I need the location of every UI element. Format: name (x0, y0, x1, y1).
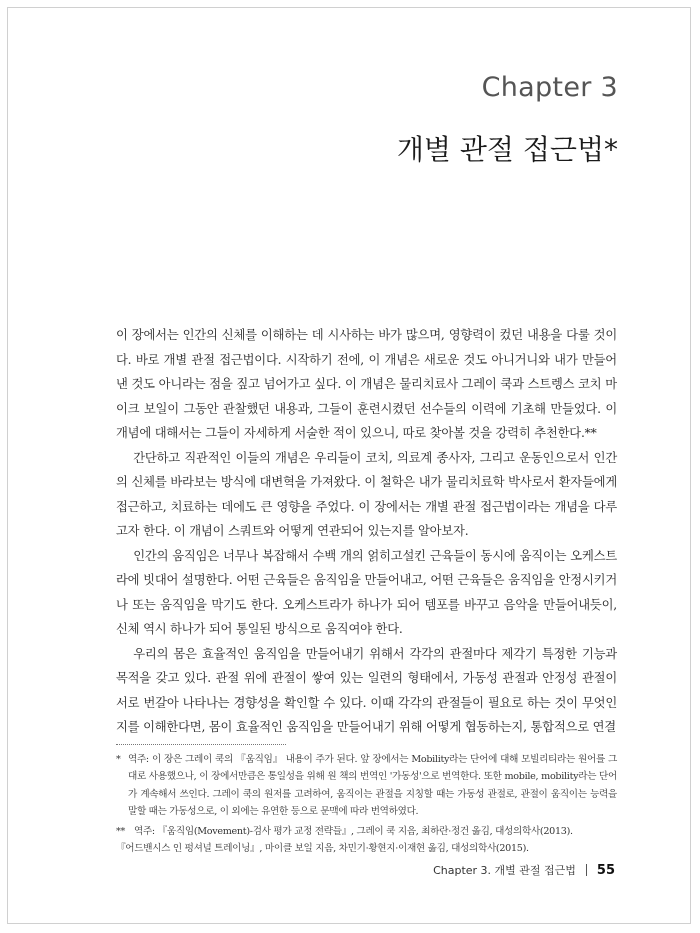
footnote-1 (116, 751, 617, 821)
footnote-2 (116, 823, 617, 840)
paragraph-4: 우리의 몸은 효율적인 움직임을 만들어내기 위해서 각각의 관절마다 제각기 특정한 기능과 목적을 갖고 있다. 관절 위에 관절이 쌓여 있는 일련의 형태에서, 가동성 관절과 안정성 관절이 서로 번갈아 나타나는 경향성을 확인할 수 있다. 이때 각각의 관절들이 필요로 하는 것이 무엇인지를 이해한다면, 몸이 효율적인 움직임을 만들어내기 위해 어떻게 협동하는지, 통합적으로 연결 (116, 646, 617, 734)
running-title: Chapter 3. 개별 관절 접근법 (433, 864, 576, 877)
footnote-1-marker: * (116, 754, 121, 765)
paragraph-3: 인간의 움직임은 너무나 복잡해서 수백 개의 얽히고설킨 근육들이 동시에 움직이는 오케스트라에 빗대어 설명한다. 어떤 근육들은 움직임을 만들어내고, 어떤 근육들은 움직임을 안정시키거나 또는 움직임을 막기도 한다. 오케스트라가 하나가 되어 템포를 바꾸고 음악을 만들어내듯이, 신체 역시 하나가 되어 통일된 방식으로 움직여야 한다. (116, 548, 617, 636)
footnote-2-text: 역주: 『움직임(Movement)-검사 평가 교정 전략들』, 그레이 쿡 지음, 최하란·정건 옮김, 대성의학사(2013). (134, 825, 573, 837)
chapter-title: 개별 관절 접근법* (396, 133, 618, 166)
paragraph-1: 이 장에서는 인간의 신체를 이해하는 데 시사하는 바가 많으며, 영향력이 컸던 내용을 다룰 것이다. 바로 개별 관절 접근법이다. 시작하기 전에, 이 개념은 새로운 것도 아니거니와 내가 만들어낸 것도 아니라는 점을 짚고 넘어가고 싶다. 이 개념은 물리치료사 그레이 쿡과 스트렝스 코치 마이크 보일이 그동안 관찰했던 내용과, 그들이 훈련시켰던 선수들의 이력에 기초해 만들었다. 이 개념에 대해서는 그들이 자세하게 서술한 적이 있으니, 따로 찾아볼 것을 강력히 추천한다.** (116, 328, 617, 440)
footnote-separator (116, 744, 286, 745)
page-footer (433, 862, 615, 878)
footnote-2-continuation: 『어드밴시스 인 펑셔널 트레이닝』, 마이클 보일 지음, 차민기·황현지·이재현 옮김, 대성의학사(2015). (116, 843, 529, 855)
page-number: 55 (596, 862, 615, 878)
body-text (116, 323, 617, 740)
footnote-1-text: 역주: 이 장은 그레이 쿡의 『움직임』 내용이 주가 된다. 앞 장에서는 Mobility라는 단어에 대해 모빌리티라는 원어를 그대로 사용했으나, 이 장에서만큼은 통일성을 위해 원 책의 번역인 '가동성'으로 번역한다. 또한 mobile, mobility라는 단어가 계속해서 쓰인다. 그레이 쿡의 원저를 고려하여, 움직이는 관절을 지칭할 때는 가동성 관절로, 관절이 움직이는 능력을 말할 때는 가동성으로, 이 외에는 유연한 등으로 문맥에 따라 번역하였다. (128, 754, 617, 818)
footnotes (116, 751, 617, 857)
footer-divider (586, 864, 587, 876)
footnote-2-marker: ** (116, 825, 125, 837)
chapter-label: Chapter 3 (481, 72, 618, 103)
paragraph-2: 간단하고 직관적인 이들의 개념은 우리들이 코치, 의료계 종사자, 그리고 운동인으로서 인간의 신체를 바라보는 방식에 대변혁을 가져왔다. 이 철학은 내가 물리치료학 박사로서 환자들에게 접근하고, 치료하는 데에도 큰 영향을 주었다. 이 장에서는 개별 관절 접근법이라는 개념을 다루고자 한다. 이 개념이 스쿼트와 어떻게 연관되어 있는지를 알아보자. (116, 450, 617, 538)
